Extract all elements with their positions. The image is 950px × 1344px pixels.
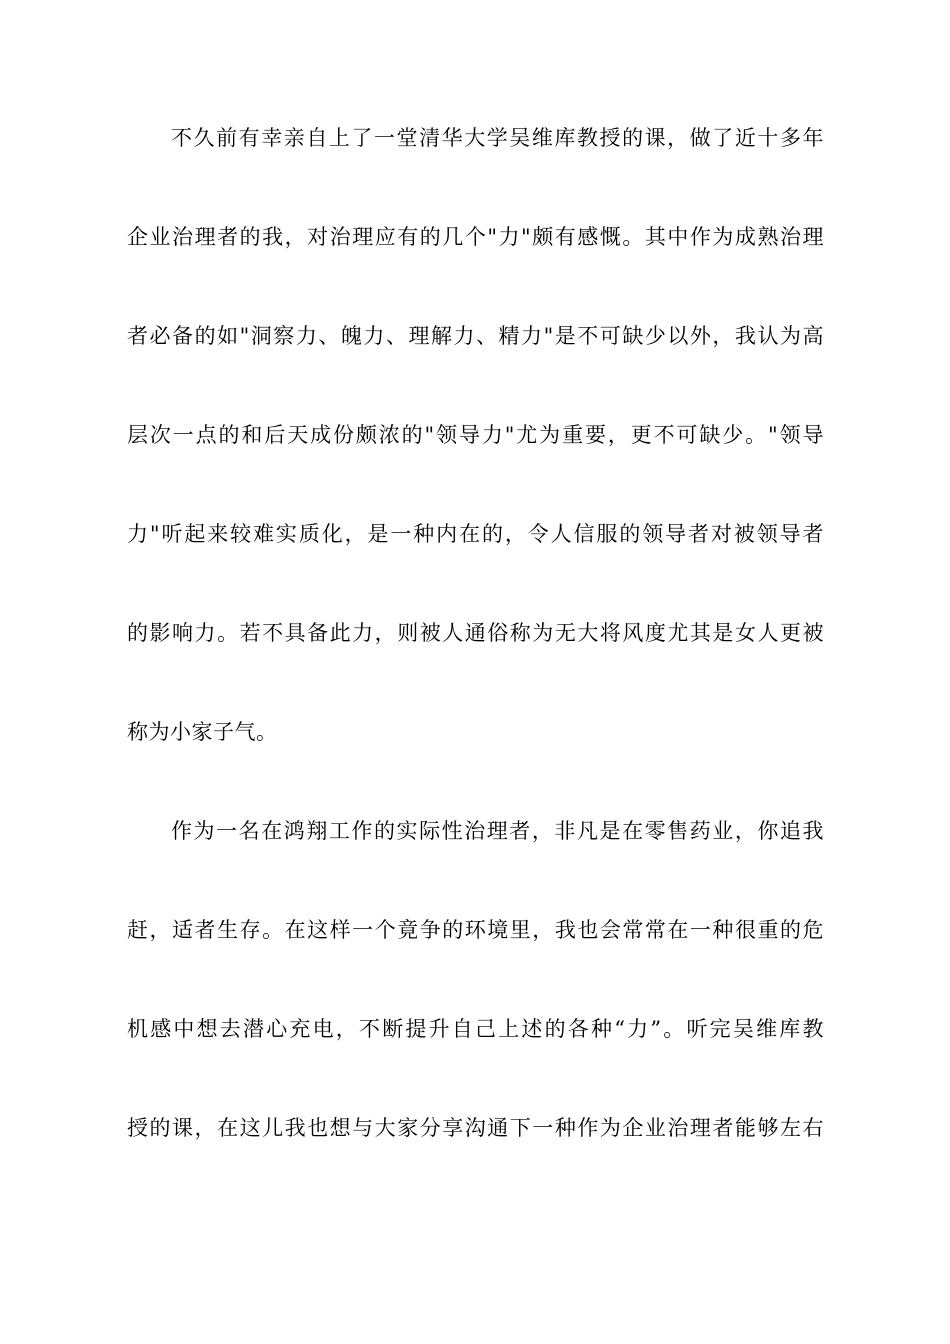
text-line: 作为一名在鸿翔工作的实际性治理者，非凡是在零售药业，你追我 — [171, 819, 824, 843]
text-line: 机感中想去潜心充电，不断提升自己上述的各种“力”。听完吴维库教 — [127, 1017, 824, 1041]
document-body — [127, 116, 824, 1205]
text-line: 企业治理者的我，对治理应有的几个"力"颇有感慨。其中作为成熟治理 — [127, 225, 824, 249]
paragraph-2 — [127, 809, 824, 1205]
text-line: 赶，适者生存。在这样一个竟争的环境里，我也会常常在一种很重的危 — [127, 918, 824, 942]
text-line: 称为小家子气。 — [127, 720, 278, 744]
paragraph-1 — [127, 116, 824, 809]
text-line: 者必备的如"洞察力、魄力、理解力、精力"是不可缺少以外，我认为高 — [127, 324, 824, 348]
text-line: 力"听起来较难实质化，是一种内在的，令人信服的领导者对被领导者 — [127, 522, 824, 546]
text-line: 层次一点的和后天成份颇浓的"领导力"尤为重要，更不可缺少。"领导 — [127, 423, 824, 447]
text-line: 不久前有幸亲自上了一堂清华大学吴维库教授的课，做了近十多年 — [171, 126, 824, 150]
text-line: 授的课，在这儿我也想与大家分享沟通下一种作为企业治理者能够左右 — [127, 1116, 824, 1140]
text-line: 的影响力。若不具备此力，则被人通俗称为无大将风度尤其是女人更被 — [127, 621, 824, 645]
